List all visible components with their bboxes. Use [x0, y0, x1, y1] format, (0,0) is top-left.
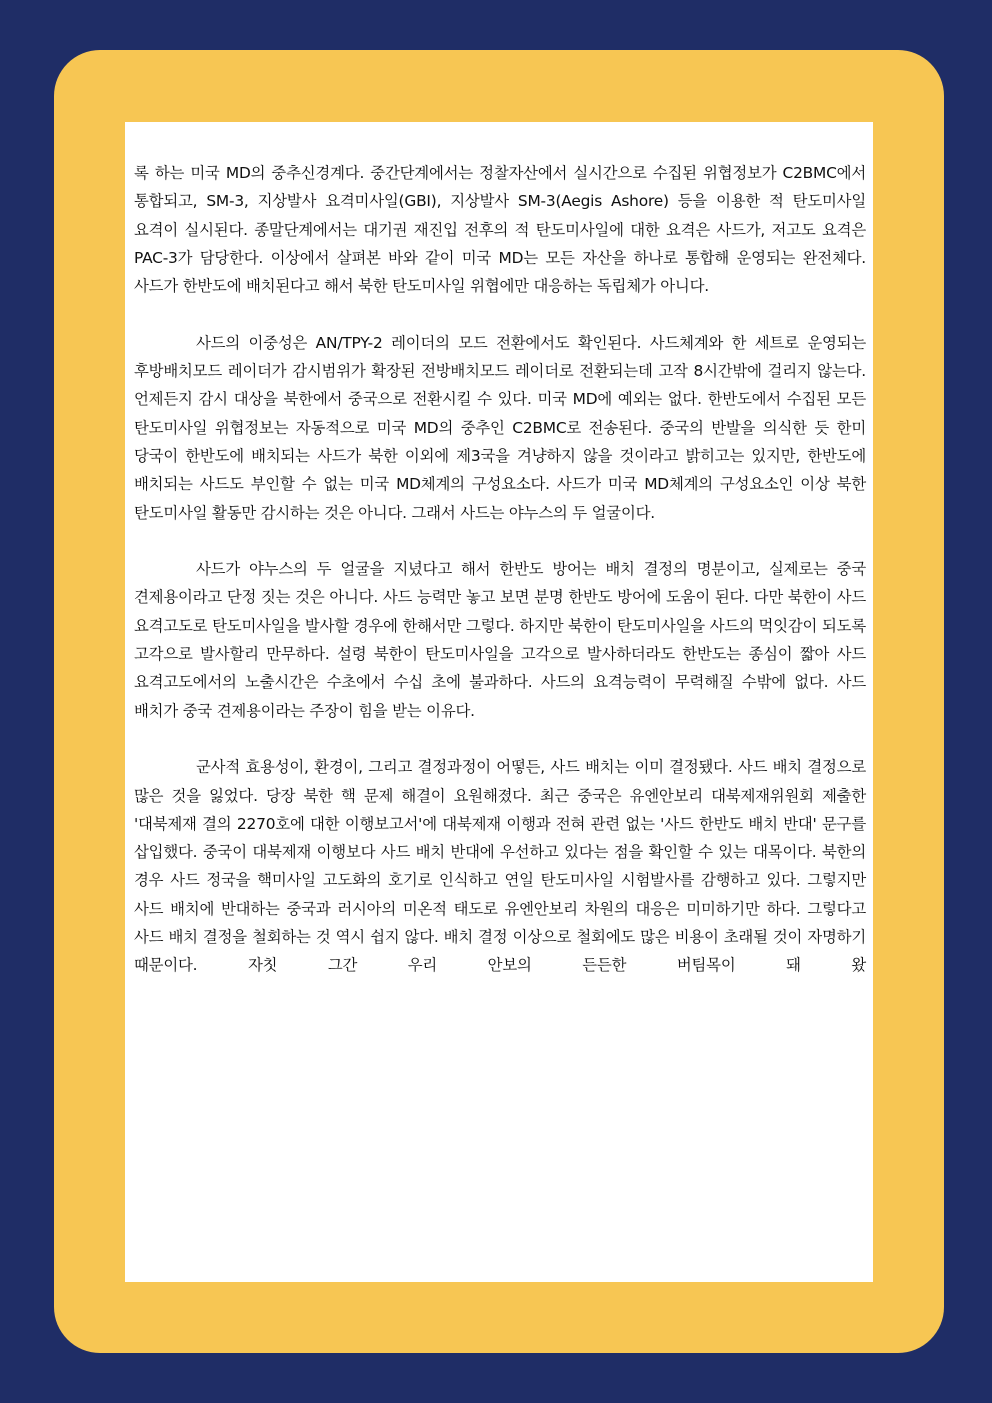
- paragraph-3: 사드가 야누스의 두 얼굴을 지녔다고 해서 한반도 방어는 배치 결정의 명분이고, 실제로는 중국 견제용이라고 단정 짓는 것은 아니다. 사드 능력만 놓고 보면 분명 한반도 방어에 도움이 된다. 다만 북한이 사드 요격고도로 탄도미사일을 발사할 경우에 한해서만 그렇다. 하지만 북한이 탄도미사일을 사드의 먹잇감이 되도록 고각으로 발사할리 만무하다. 설령 북한이 탄도미사일을 고각으로 발사하더라도 한반도는 종심이 짧아 사드 요격고도에서의 노출시간은 수초에서 수십 초에 불과하다. 사드의 요격능력이 무력해질 수밖에 없다. 사드 배치가 중국 견제용이라는 주장이 힘을 받는 이유다.: [134, 560, 866, 720]
- paragraph-2: 사드의 이중성은 AN/TPY-2 레이더의 모드 전환에서도 확인된다. 사드체계와 한 세트로 운영되는 후방배치모드 레이더가 감시범위가 확장된 전방배치모드 레이더로 전환되는데 고작 8시간밖에 걸리지 않는다. 언제든지 감시 대상을 북한에서 중국으로 전환시킬 수 있다. 미국 MD에 예외는 없다. 한반도에서 수집된 모든 탄도미사일 위협정보는 자동적으로 미국 MD의 중추인 C2BMC로 전송된다. 중국의 반발을 의식한 듯 한미 당국이 한반도에 배치되는 사드가 북한 이외에 제3국을 겨냥하지 않을 것이라고 밝히고는 있지만, 한반도에 배치되는 사드도 부인할 수 없는 미국 MD체계의 구성요소다. 사드가 미국 MD체계의 구성요소인 이상 북한 탄도미사일 활동만 감시하는 것은 아니다. 그래서 사드는 야누스의 두 얼굴이다.: [134, 333, 866, 522]
- document-body: [134, 159, 866, 980]
- paragraph-1: 록 하는 미국 MD의 중추신경계다. 중간단계에서는 정찰자산에서 실시간으로 수집된 위협정보가 C2BMC에서 통합되고, SM-3, 지상발사 요격미사일(GBI), 지상발사 SM-3(Aegis Ashore) 등을 이용한 적 탄도미사일 요격이 실시된다. 종말단계에서는 대기권 재진입 전후의 적 탄도미사일에 대한 요격은 사드가, 저고도 요격은 PAC-3가 담당한다. 이상에서 살펴본 바와 같이 미국 MD는 모든 자산을 하나로 통합해 운영되는 완전체다. 사드가 한반도에 배치된다고 해서 북한 탄도미사일 위협에만 대응하는 독립체가 아니다.: [134, 164, 866, 296]
- paragraph-4: 군사적 효용성이, 환경이, 그리고 결정과정이 어떻든, 사드 배치는 이미 결정됐다. 사드 배치 결정으로 많은 것을 잃었다. 당장 북한 핵 문제 해결이 요원해졌다. 최근 중국은 유엔안보리 대북제재위원회 제출한 '대북제재 결의 2270호에 대한 이행보고서'에 대북제재 이행과 전혀 관련 없는 '사드 한반도 배치 반대' 문구를 삽입했다. 중국이 대북제재 이행보다 사드 배치 반대에 우선하고 있다는 점을 확인할 수 있는 대목이다. 북한의 경우 사드 정국을 핵미사일 고도화의 호기로 인식하고 연일 탄도미사일 시험발사를 감행하고 있다. 그렇지만 사드 배치에 반대하는 중국과 러시아의 미온적 태도로 유엔안보리 차원의 대응은 미미하기만 하다. 그렇다고 사드 배치 결정을 철회하는 것 역시 쉽지 않다. 배치 결정 이상으로 철회에도 많은 비용이 초래될 것이 자명하기 때문이다. 자칫 그간 우리 안보의 든든한 버팀목이 돼 왔: [134, 758, 866, 975]
- document-page: [125, 122, 873, 1282]
